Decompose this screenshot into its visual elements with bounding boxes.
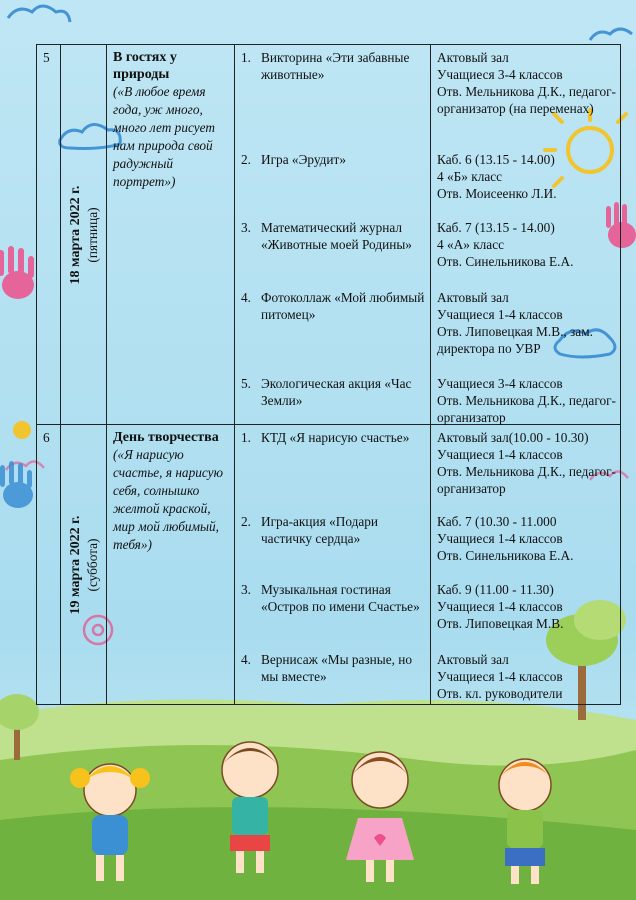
theme-cell (107, 425, 235, 705)
activities-cell (235, 45, 431, 425)
weekday-text: (пятница) (84, 206, 100, 263)
theme-subtitle: («В любое время года, уж много, много лет рисует нам природа свой радужный портрет») (113, 84, 216, 189)
weekday-text: (суббота) (84, 538, 100, 591)
place-text: Актовый зал Учащиеся 3-4 классов Отв. Мельникова Д.К., педагог-организатор (на переменах) (437, 50, 616, 116)
date-cell (61, 425, 107, 705)
row-number: 6 (37, 425, 61, 705)
place-text: Актовый зал Учащиеся 1-4 классов Отв. кл. руководители (437, 652, 563, 701)
place-text: Каб. 7 (13.15 - 14.00) 4 «А» класс Отв. Синельникова Е.А. (437, 220, 574, 269)
activities-cell (235, 425, 431, 705)
row-number: 5 (37, 45, 61, 425)
theme-title: В гостях у природы (113, 50, 177, 82)
date-cell (61, 45, 107, 425)
place-text: Актовый зал Учащиеся 1-4 классов Отв. Липовецкая М.В., зам. директора по УВР (437, 290, 593, 356)
activity-item: 3. Математический журнал «Животные моей Родины» (241, 220, 412, 252)
theme-title: День творчества (113, 430, 219, 445)
schedule-table (36, 44, 621, 705)
places-cell (431, 45, 621, 425)
places-cell (431, 425, 621, 705)
activity-item: 1. КТД «Я нарисую счастье» (241, 430, 410, 445)
place-text: Каб. 7 (10.30 - 11.000 Учащиеся 1-4 классов Отв. Синельникова Е.А. (437, 514, 574, 563)
place-text: Актовый зал(10.00 - 10.30) Учащиеся 1-4 классов Отв. Мельникова Д.К., педагог-организатор (437, 430, 616, 496)
place-text: Учащиеся 3-4 классов Отв. Мельникова Д.К., педагог-организатор (437, 376, 616, 425)
activity-item: 4. Вернисаж «Мы разные, но мы вместе» (241, 652, 413, 684)
activity-item: 5. Экологическая акция «Час Земли» (241, 376, 412, 408)
date-text: 18 марта 2022 г. (67, 185, 83, 284)
theme-cell (107, 45, 235, 425)
activity-item: 4. Фотоколлаж «Мой любимый питомец» (241, 290, 425, 322)
place-text: Каб. 9 (11.00 - 11.30) Учащиеся 1-4 классов Отв. Липовецкая М.В. (437, 582, 564, 631)
activity-item: 3. Музыкальная гостиная «Остров по имени Счастье» (241, 582, 420, 614)
table-row (37, 45, 621, 425)
date-text: 19 марта 2022 г. (67, 515, 83, 614)
activity-item: 1. Викторина «Эти забавные животные» (241, 50, 410, 82)
theme-subtitle: («Я нарисую счастье, я нарисую себя, солнышко желтой краской, мир мой любимый, тебя») (113, 447, 223, 552)
activity-item: 2. Игра «Эрудит» (241, 152, 346, 167)
table-row (37, 425, 621, 705)
activity-item: 2. Игра-акция «Подари частичку сердца» (241, 514, 379, 546)
place-text: Каб. 6 (13.15 - 14.00) 4 «Б» класс Отв. Моисеенко Л.И. (437, 152, 557, 201)
